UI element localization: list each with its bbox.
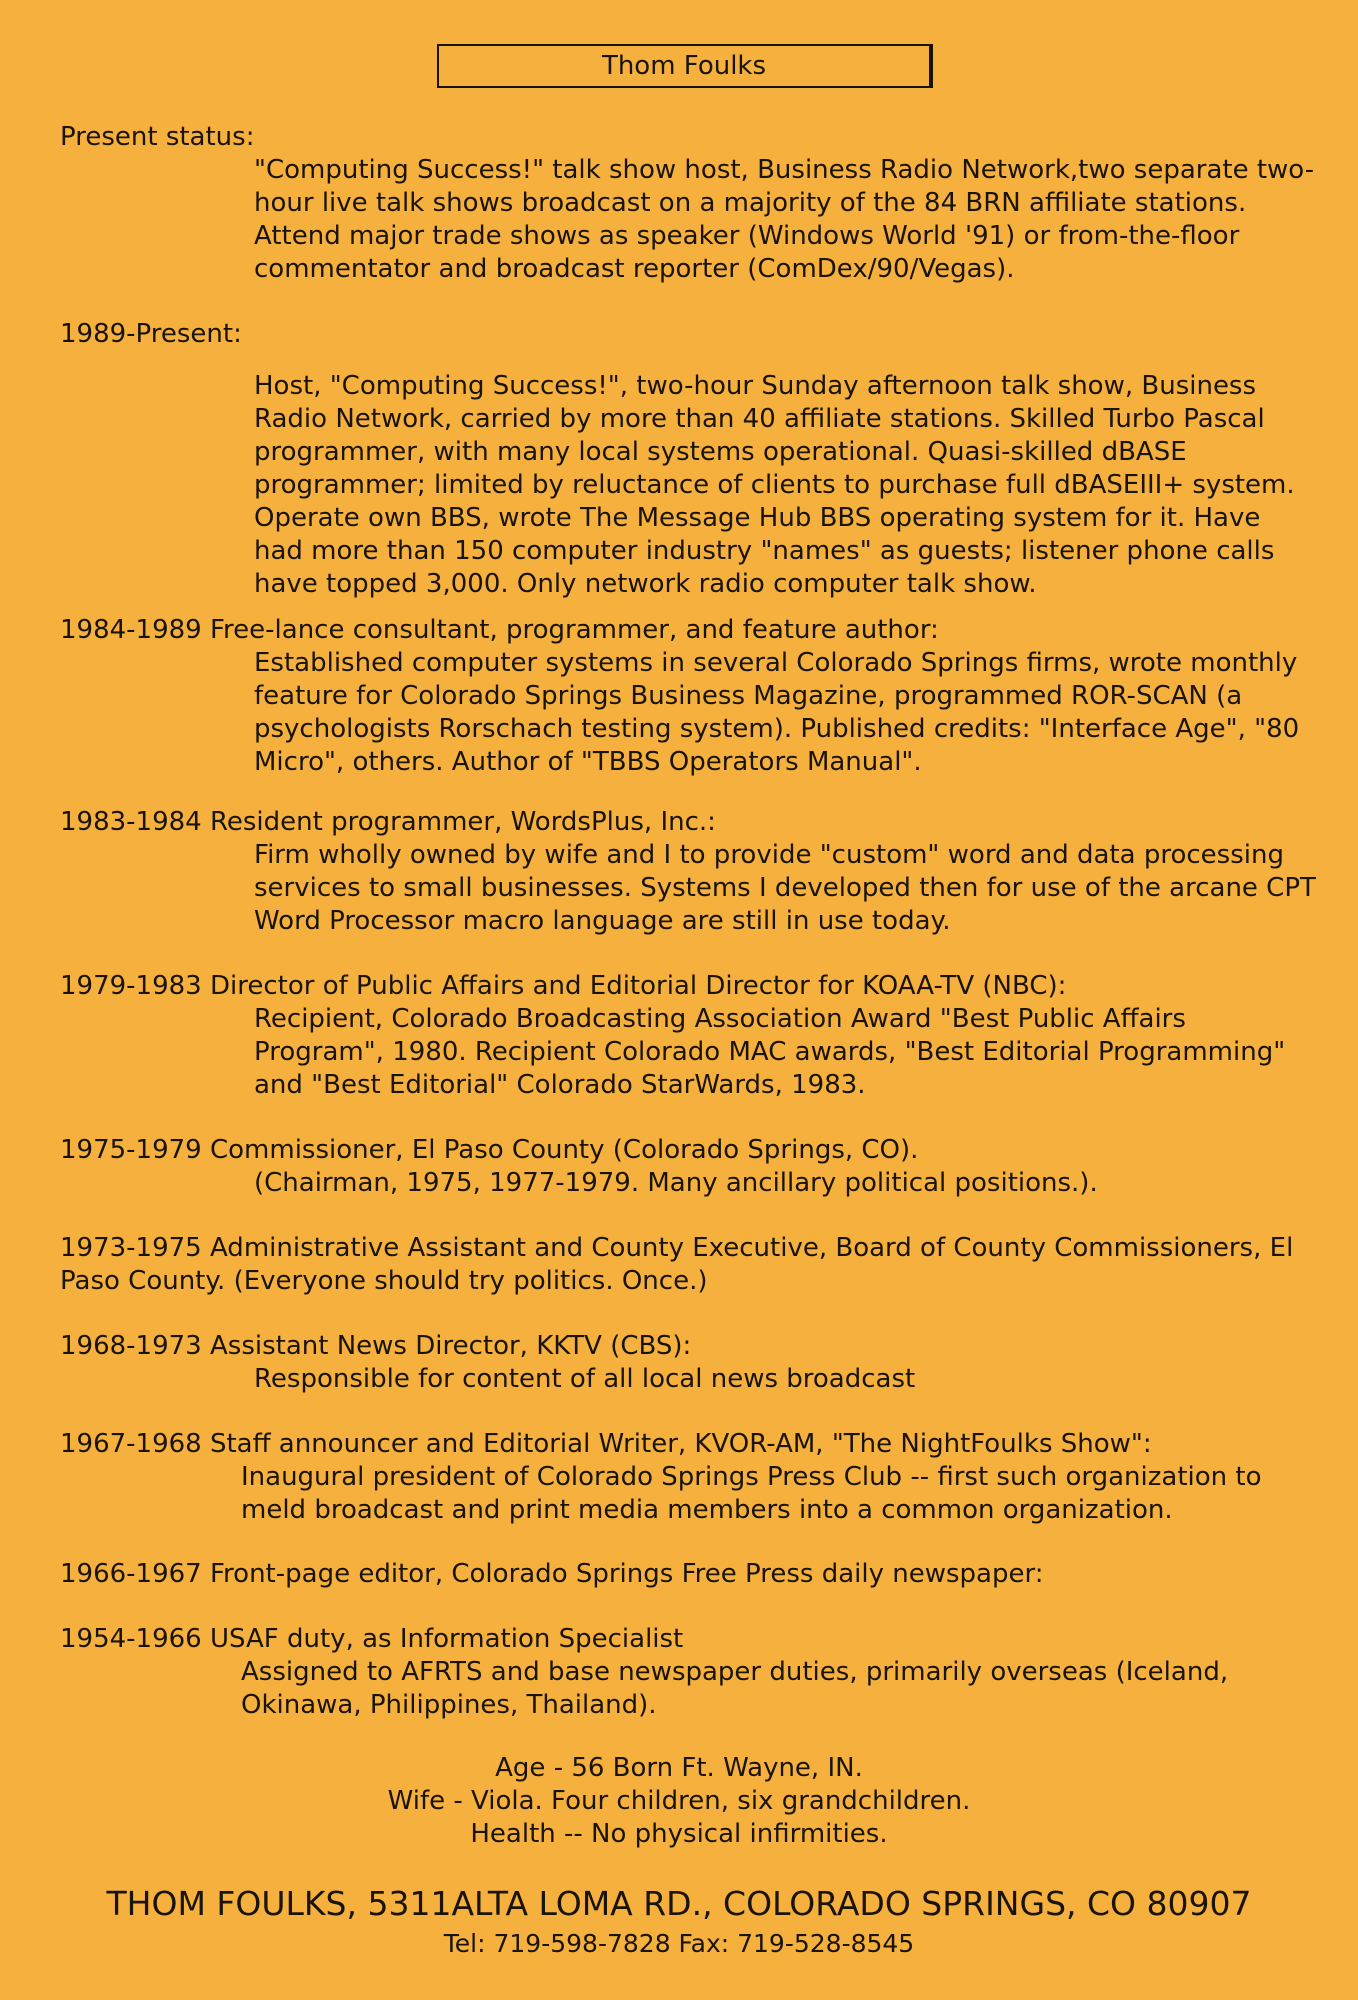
description-line: psychologists Rorschach testing system). Published credits: "Interface Age", "80 bbox=[254, 714, 1300, 744]
health-line: Health -- No physical infirmities. bbox=[470, 1819, 888, 1849]
section-description bbox=[241, 1461, 1310, 1527]
family-line: Wife - Viola. Four children, six grandchildren. bbox=[387, 1786, 971, 1816]
section-heading: 1984-1989 Free-lance consultant, programmer, and feature author: bbox=[60, 615, 939, 645]
description-line: "Computing Success!" talk show host, Business Radio Network,two separate two- bbox=[254, 155, 1315, 185]
description-line: hour live talk shows broadcast on a majority of the 84 BRN affiliate stations. bbox=[254, 188, 1247, 218]
section-description bbox=[254, 154, 1315, 286]
section-1967-1968 bbox=[60, 1428, 1310, 1527]
description-line: Okinawa, Philippines, Thailand). bbox=[241, 1690, 657, 1720]
personal-info bbox=[0, 1752, 1358, 1851]
description-line: and "Best Editorial" Colorado StarWards, 1983. bbox=[254, 1070, 866, 1100]
section-1989-present bbox=[60, 318, 1310, 601]
description-line: Host, "Computing Success!", two-hour Sunday afternoon talk show, Business bbox=[254, 371, 1257, 401]
section-1983-1984 bbox=[60, 806, 1316, 938]
description-line: programmer; limited by reluctance of clients to purchase full dBASEIII+ system. bbox=[254, 470, 1295, 500]
section-description bbox=[254, 1167, 1310, 1200]
section-heading: 1989-Present: bbox=[60, 319, 242, 349]
section-heading: 1973-1975 Administrative Assistant and County Executive, Board of County Commissioners, El bbox=[60, 1233, 1294, 1263]
description-line: meld broadcast and print media members into a common organization. bbox=[241, 1495, 1173, 1525]
footer-contact: Tel: 719-598-7828 Fax: 719-528-8545 bbox=[443, 1929, 915, 1958]
age-line: Age - 56 Born Ft. Wayne, IN. bbox=[495, 1753, 863, 1783]
section-heading: 1983-1984 Resident programmer, WordsPlus, Inc.: bbox=[60, 807, 716, 837]
description-line: Assigned to AFRTS and base newspaper duties, primarily overseas (Iceland, bbox=[241, 1657, 1229, 1687]
description-line: Program", 1980. Recipient Colorado MAC awards, "Best Editorial Programming" bbox=[254, 1037, 1286, 1067]
section-1979-1983 bbox=[60, 970, 1310, 1102]
name-header-box: Thom Foulks bbox=[437, 44, 933, 88]
description-line: Micro", others. Author of "TBBS Operators Manual". bbox=[254, 747, 922, 777]
description-line: (Chairman, 1975, 1977-1979. Many ancillary political positions.). bbox=[254, 1168, 1098, 1198]
section-description bbox=[241, 1656, 1310, 1722]
section-heading: 1975-1979 Commissioner, El Paso County (Colorado Springs, CO). bbox=[60, 1135, 919, 1165]
description-line: Firm wholly owned by wife and I to provide "custom" word and data processing bbox=[254, 840, 1284, 870]
footer-address: THOM FOULKS, 5311ALTA LOMA RD., COLORADO SPRINGS, CO 80907 bbox=[106, 1884, 1252, 1923]
description-line: programmer, with many local systems operational. Quasi-skilled dBASE bbox=[254, 437, 1187, 467]
description-line: Responsible for content of all local news broadcast bbox=[254, 1364, 916, 1394]
section-1966-1967 bbox=[60, 1558, 1310, 1591]
section-heading: Present status: bbox=[60, 122, 255, 152]
section-heading-continuation: Paso County. (Everyone should try politics. Once.) bbox=[60, 1266, 708, 1296]
description-line: Radio Network, carried by more than 40 affiliate stations. Skilled Turbo Pascal bbox=[254, 404, 1265, 434]
description-line: Operate own BBS, wrote The Message Hub BBS operating system for it. Have bbox=[254, 503, 1261, 533]
section-1984-1989 bbox=[60, 614, 1310, 779]
description-line: Word Processor macro language are still in use today. bbox=[254, 906, 951, 936]
section-heading: 1979-1983 Director of Public Affairs and Editorial Director for KOAA-TV (NBC): bbox=[60, 971, 1067, 1001]
section-description bbox=[254, 1003, 1310, 1102]
section-present-status bbox=[60, 121, 1315, 286]
section-description bbox=[254, 839, 1316, 938]
description-line: have topped 3,000. Only network radio computer talk show. bbox=[254, 569, 1037, 599]
description-line: services to small businesses. Systems I developed then for use of the arcane CPT bbox=[254, 873, 1316, 903]
section-heading: 1966-1967 Front-page editor, Colorado Springs Free Press daily newspaper: bbox=[60, 1559, 1044, 1589]
section-description bbox=[254, 1363, 1310, 1396]
description-line: feature for Colorado Springs Business Magazine, programmed ROR-SCAN (a bbox=[254, 681, 1243, 711]
description-line: commentator and broadcast reporter (ComDex/90/Vegas). bbox=[254, 254, 1015, 284]
section-description bbox=[254, 647, 1310, 779]
section-heading: 1954-1966 USAF duty, as Information Specialist bbox=[60, 1624, 684, 1654]
description-line: Inaugural president of Colorado Springs Press Club -- first such organization to bbox=[241, 1462, 1262, 1492]
description-line: Established computer systems in several Colorado Springs firms, wrote monthly bbox=[254, 648, 1298, 678]
section-1968-1973 bbox=[60, 1330, 1310, 1396]
section-1973-1975 bbox=[60, 1232, 1310, 1298]
section-1954-1966 bbox=[60, 1623, 1310, 1722]
section-heading: 1967-1968 Staff announcer and Editorial Writer, KVOR-AM, "The NightFoulks Show": bbox=[60, 1429, 1152, 1459]
section-1975-1979 bbox=[60, 1134, 1310, 1200]
description-line: Attend major trade shows as speaker (Windows World '91) or from-the-floor bbox=[254, 221, 1240, 251]
section-heading: 1968-1973 Assistant News Director, KKTV (CBS): bbox=[60, 1331, 692, 1361]
section-description bbox=[254, 370, 1310, 601]
description-line: Recipient, Colorado Broadcasting Association Award "Best Public Affairs bbox=[254, 1004, 1186, 1034]
description-line: had more than 150 computer industry "names" as guests; listener phone calls bbox=[254, 536, 1275, 566]
